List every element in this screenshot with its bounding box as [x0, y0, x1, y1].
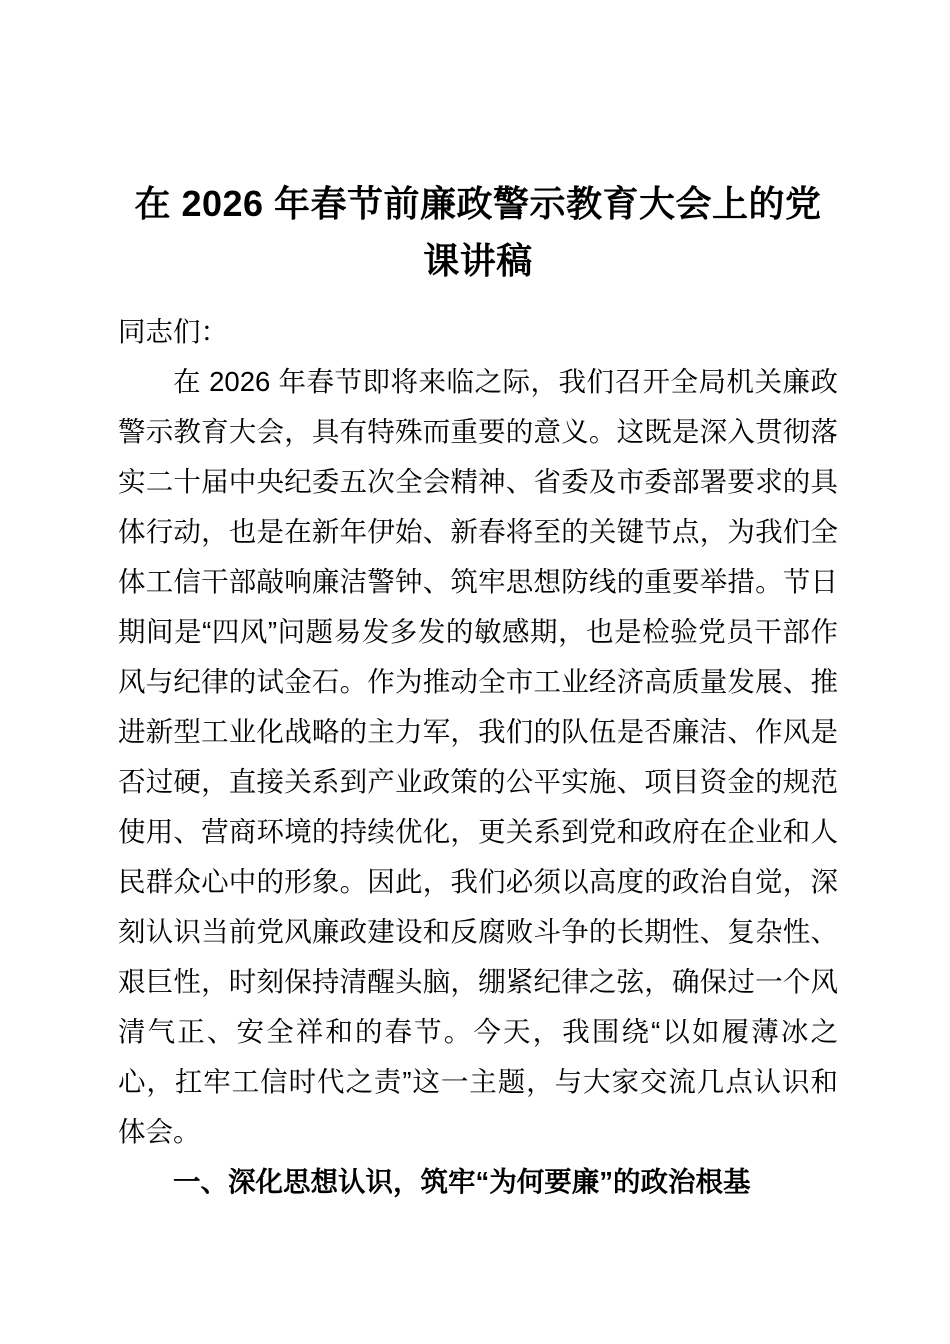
body-paragraph: 在 2026 年春节即将来临之际，我们召开全局机关廉政警示教育大会，具有特殊而重要的意义。这既是深入贯彻落实二十届中央纪委五次全会精神、省委及市委部署要求的具体行动，也是在新年伊始、新春将至的关键节点，为我们全体工信干部敲响廉洁警钟、筑牢思想防线的重要举措。节日期间是“四风”问题易发多发的敏感期，也是检验党员干部作风与纪律的试金石。作为推动全市工业经济高质量发展、推进新型工业化战略的主力军，我们的队伍是否廉洁、作风是否过硬，直接关系到产业政策的公平实施、项目资金的规范使用、营商环境的持续优化，更关系到党和政府在企业和人民群众心中的形象。因此，我们必须以高度的政治自觉，深刻认识当前党风廉政建设和反腐败斗争的长期性、复杂性、艰巨性，时刻保持清醒头脑，绷紧纪律之弦，确保过一个风清气正、安全祥和的春节。今天，我围绕“以如履薄冰之心，扛牢工信时代之责”这一主题，与大家交流几点认识和体会。 [118, 366, 838, 1147]
document-title: 在 2026 年春节前廉政警示教育大会上的党课讲稿 [134, 183, 822, 281]
salutation: 同志们： [118, 316, 228, 347]
section-heading: 一、深化思想认识，筑牢“为何要廉”的政治根基 [173, 1166, 751, 1197]
